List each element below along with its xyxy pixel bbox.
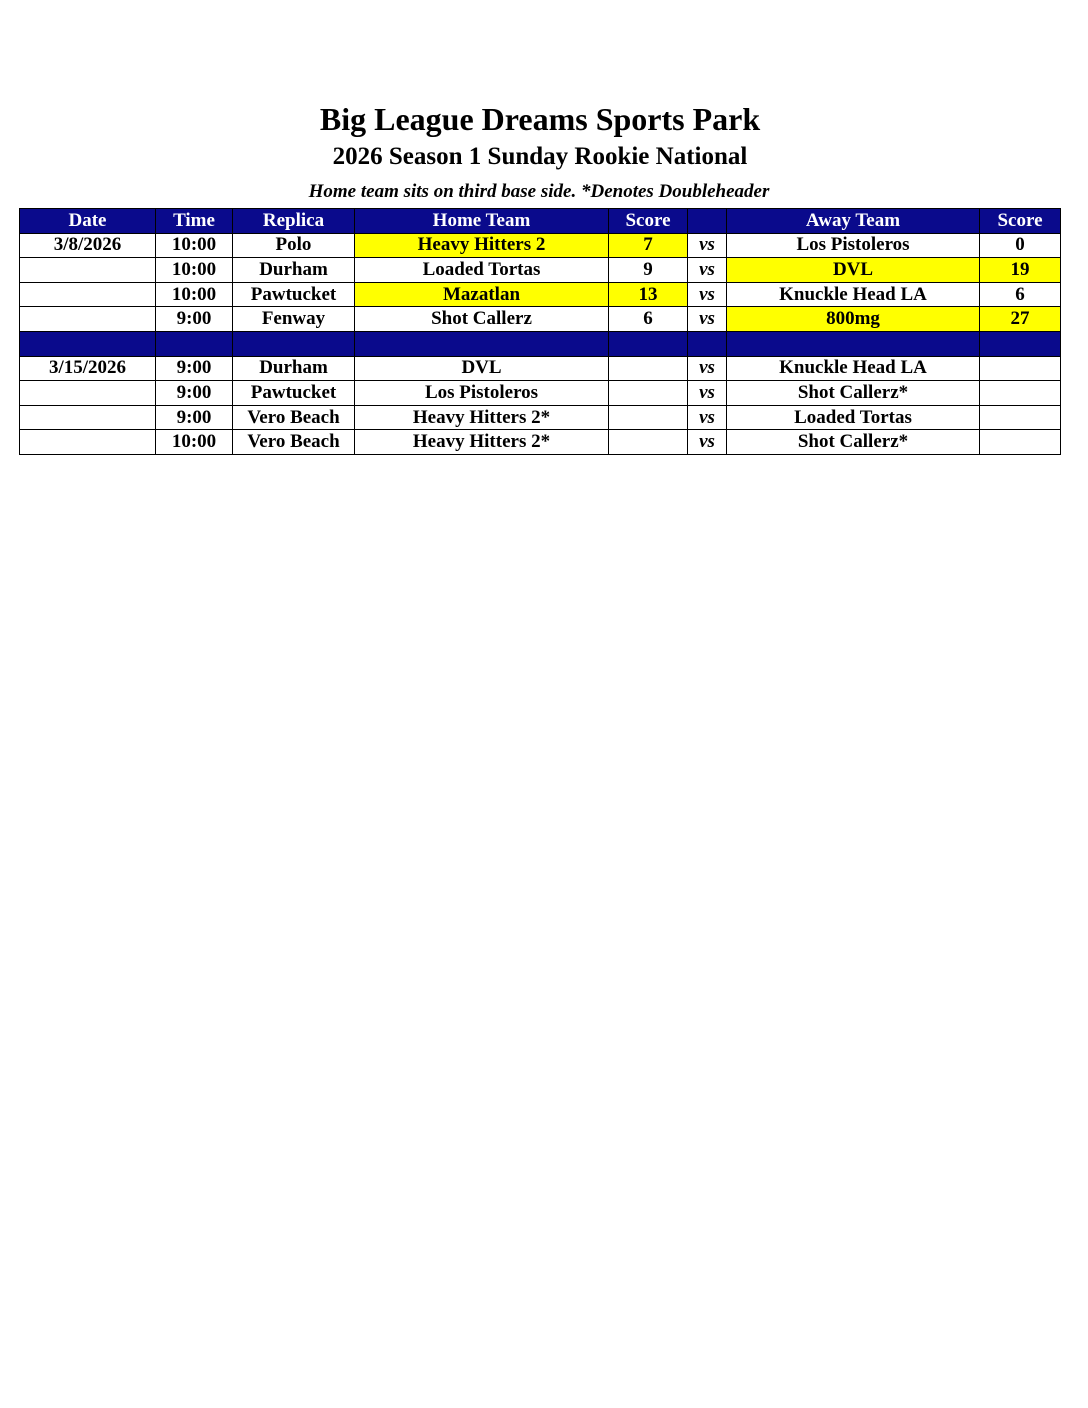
game-time: 9:00 [156, 307, 233, 332]
away-team: Shot Callerz* [727, 381, 980, 406]
week-separator-row [20, 331, 1061, 356]
game-row [20, 233, 1061, 258]
game-time: 10:00 [156, 258, 233, 283]
header-time: Time [156, 209, 233, 234]
home-score [609, 430, 688, 455]
away-team: Knuckle Head LA [727, 356, 980, 381]
vs-label: vs [688, 258, 727, 283]
home-score: 7 [609, 233, 688, 258]
game-row [20, 430, 1061, 455]
separator-cell [20, 331, 156, 356]
league-subtitle: 2026 Season 1 Sunday Rookie National [332, 143, 748, 170]
game-date [20, 258, 156, 283]
vs-label: vs [688, 430, 727, 455]
game-replica: Vero Beach [233, 405, 355, 430]
vs-label: vs [688, 356, 727, 381]
away-team: Shot Callerz* [727, 430, 980, 455]
home-team: Loaded Tortas [355, 258, 609, 283]
game-time: 9:00 [156, 356, 233, 381]
home-team: Los Pistoleros [355, 381, 609, 406]
home-score: 6 [609, 307, 688, 332]
home-team: Heavy Hitters 2* [355, 405, 609, 430]
separator-cell [156, 331, 233, 356]
home-team: Heavy Hitters 2* [355, 430, 609, 455]
game-replica: Polo [233, 233, 355, 258]
home-team: DVL [355, 356, 609, 381]
game-date [20, 381, 156, 406]
vs-label: vs [688, 405, 727, 430]
game-row [20, 258, 1061, 283]
away-team: Los Pistoleros [727, 233, 980, 258]
vs-label: vs [688, 233, 727, 258]
game-replica: Durham [233, 258, 355, 283]
separator-cell [688, 331, 727, 356]
game-replica: Pawtucket [233, 381, 355, 406]
game-row [20, 282, 1061, 307]
header-vs [688, 209, 727, 234]
away-score [980, 405, 1061, 430]
header-row [20, 209, 1061, 234]
separator-cell [233, 331, 355, 356]
game-date: 3/8/2026 [20, 233, 156, 258]
away-team: DVL [727, 258, 980, 283]
separator-cell [727, 331, 980, 356]
game-time: 10:00 [156, 430, 233, 455]
home-team: Mazatlan [355, 282, 609, 307]
home-team: Heavy Hitters 2 [355, 233, 609, 258]
header-date: Date [20, 209, 156, 234]
game-time: 9:00 [156, 405, 233, 430]
game-time: 10:00 [156, 233, 233, 258]
home-score [609, 381, 688, 406]
header-replica: Replica [233, 209, 355, 234]
game-replica: Vero Beach [233, 430, 355, 455]
game-date [20, 405, 156, 430]
vs-label: vs [688, 282, 727, 307]
schedule-note: Home team sits on third base side. *Denotes Doubleheader [308, 181, 770, 202]
away-score: 19 [980, 258, 1061, 283]
game-date [20, 307, 156, 332]
game-row [20, 405, 1061, 430]
header-home-team: Home Team [355, 209, 609, 234]
home-score: 13 [609, 282, 688, 307]
separator-cell [609, 331, 688, 356]
away-score [980, 381, 1061, 406]
game-time: 10:00 [156, 282, 233, 307]
away-score [980, 356, 1061, 381]
page-title: Big League Dreams Sports Park [319, 101, 761, 137]
game-date [20, 430, 156, 455]
game-replica: Durham [233, 356, 355, 381]
away-team: 800mg [727, 307, 980, 332]
game-date [20, 282, 156, 307]
game-time: 9:00 [156, 381, 233, 406]
game-row [20, 356, 1061, 381]
game-row [20, 381, 1061, 406]
game-row [20, 307, 1061, 332]
game-replica: Fenway [233, 307, 355, 332]
vs-label: vs [688, 307, 727, 332]
home-score [609, 405, 688, 430]
game-replica: Pawtucket [233, 282, 355, 307]
home-team: Shot Callerz [355, 307, 609, 332]
home-score [609, 356, 688, 381]
separator-cell [980, 331, 1061, 356]
header-away-score: Score [980, 209, 1061, 234]
away-score: 0 [980, 233, 1061, 258]
separator-cell [355, 331, 609, 356]
away-score [980, 430, 1061, 455]
header-home-score: Score [609, 209, 688, 234]
vs-label: vs [688, 381, 727, 406]
game-date: 3/15/2026 [20, 356, 156, 381]
away-team: Knuckle Head LA [727, 282, 980, 307]
header-away-team: Away Team [727, 209, 980, 234]
away-team: Loaded Tortas [727, 405, 980, 430]
away-score: 27 [980, 307, 1061, 332]
home-score: 9 [609, 258, 688, 283]
away-score: 6 [980, 282, 1061, 307]
schedule-table [19, 208, 1061, 455]
